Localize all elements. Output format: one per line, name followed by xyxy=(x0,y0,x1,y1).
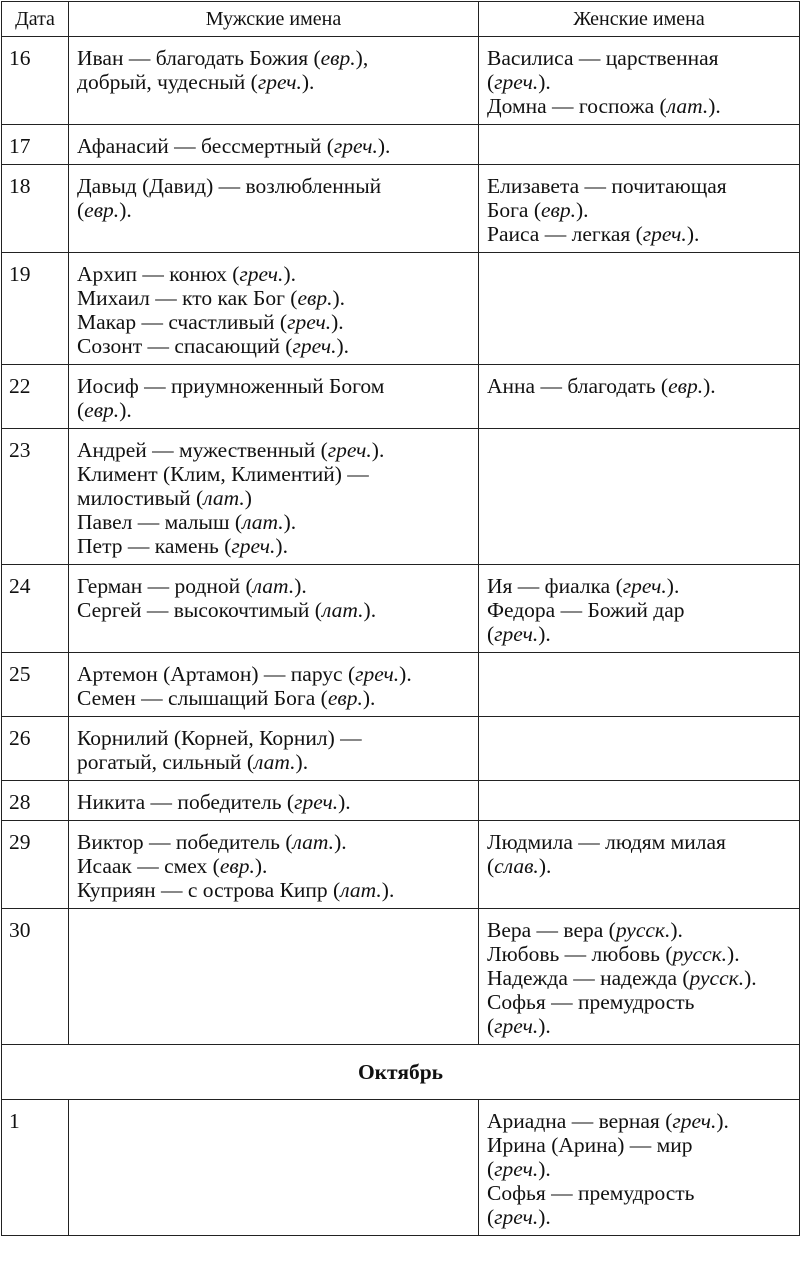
name-entry-text: ). xyxy=(119,198,132,222)
origin-abbreviation: греч. xyxy=(327,438,372,462)
name-entry-line xyxy=(77,262,472,286)
origin-abbreviation: греч. xyxy=(494,1205,539,1229)
name-entry-text: Павел — малыш ( xyxy=(77,510,243,534)
name-entry-text: ). xyxy=(727,942,740,966)
table-row xyxy=(2,165,800,253)
october-rows xyxy=(2,1100,800,1236)
male-names-cell xyxy=(69,565,479,653)
name-entry-text: ( xyxy=(77,198,85,222)
name-entry-text: ). xyxy=(716,1109,729,1133)
name-entry-text: ( xyxy=(487,622,495,646)
name-entry-text: Василиса — царственная xyxy=(487,46,719,70)
name-entry-line xyxy=(77,750,472,774)
origin-abbreviation: лат. xyxy=(292,830,335,854)
table-row xyxy=(2,365,800,429)
origin-abbreviation: русск. xyxy=(672,942,728,966)
table-row xyxy=(2,909,800,1045)
name-entry-text: Сергей — высокочтимый ( xyxy=(77,598,322,622)
name-entry-line xyxy=(77,438,472,462)
male-names-cell xyxy=(69,253,479,365)
name-entry-text: ). xyxy=(283,510,297,534)
name-entry-text: ). xyxy=(686,222,700,246)
female-names-cell xyxy=(479,429,800,565)
name-entry-text: ( xyxy=(77,398,85,422)
name-entry-text: ). xyxy=(119,398,132,422)
name-entry-text: ). xyxy=(703,374,716,398)
name-entry-text: ). xyxy=(538,1157,551,1181)
name-entry-text: ( xyxy=(487,70,495,94)
name-entry-line xyxy=(77,374,472,398)
name-entry-text: ). xyxy=(294,574,307,598)
name-entry-text: ) xyxy=(244,486,252,510)
name-entry-line xyxy=(487,1205,793,1229)
name-entry-text: Любовь — любовь ( xyxy=(487,942,673,966)
name-entry-line xyxy=(77,70,472,94)
name-entry-text: Ариадна — верная ( xyxy=(487,1109,673,1133)
name-entry-line xyxy=(77,830,472,854)
name-entry-line xyxy=(77,662,472,686)
name-entry-text: ). xyxy=(538,1014,551,1038)
name-entry-text: Герман — родной ( xyxy=(77,574,253,598)
name-entry-text: Раиса — легкая ( xyxy=(487,222,643,246)
name-entry-text: Никита — победитель ( xyxy=(77,790,295,814)
name-entry-line xyxy=(487,830,793,854)
origin-abbreviation: русск. xyxy=(689,966,745,990)
female-names-cell xyxy=(479,821,800,909)
name-entry-text: Виктор — победитель ( xyxy=(77,830,293,854)
name-entry-text: Архип — конюх ( xyxy=(77,262,240,286)
name-entry-text: ). xyxy=(283,262,296,286)
name-entry-text: Артемон (Артамон) — парус ( xyxy=(77,662,356,686)
origin-abbreviation: лат. xyxy=(203,486,245,510)
name-entry-line xyxy=(77,510,472,534)
female-names-cell xyxy=(479,653,800,717)
date-cell: 26 xyxy=(2,717,69,781)
name-entry-text: ( xyxy=(487,1205,495,1229)
header-row xyxy=(2,2,800,37)
name-entry-line xyxy=(487,990,793,1014)
origin-abbreviation: лат. xyxy=(321,598,364,622)
female-names-column-header: Женские имена xyxy=(479,2,800,37)
origin-abbreviation: греч. xyxy=(292,334,337,358)
name-entry-text: ( xyxy=(487,854,495,878)
name-entry-line xyxy=(487,622,793,646)
male-names-cell xyxy=(69,429,479,565)
female-names-cell xyxy=(479,253,800,365)
female-names-cell xyxy=(479,565,800,653)
table-row xyxy=(2,37,800,125)
name-entry-text: милостивый ( xyxy=(77,486,204,510)
name-entry-text: ). xyxy=(336,334,350,358)
origin-abbreviation: греч. xyxy=(287,310,332,334)
date-cell: 1 xyxy=(2,1100,69,1236)
origin-abbreviation: лат. xyxy=(242,510,284,534)
name-entry-text: Иосиф — приумноженный Богом xyxy=(77,374,385,398)
male-names-cell xyxy=(69,165,479,253)
female-names-cell xyxy=(479,717,800,781)
name-entry-text: ). xyxy=(371,438,385,462)
name-entry-text: ). xyxy=(670,918,683,942)
name-entry-text: рогатый, сильный ( xyxy=(77,750,254,774)
origin-abbreviation: евр. xyxy=(84,398,120,422)
date-cell: 17 xyxy=(2,125,69,165)
month-row xyxy=(2,1045,800,1100)
name-entry-text: Елизавета — почитающая xyxy=(487,174,727,198)
name-entry-text: Надежда — надежда ( xyxy=(487,966,690,990)
name-entry-line xyxy=(487,1109,793,1133)
origin-abbreviation: русск. xyxy=(615,918,671,942)
origin-abbreviation: евр. xyxy=(320,46,356,70)
name-entry-line xyxy=(77,398,472,422)
name-entry-line xyxy=(487,174,793,198)
origin-abbreviation: греч. xyxy=(494,1014,539,1038)
name-entry-text: Иван — благодать Божия ( xyxy=(77,46,321,70)
origin-abbreviation: греч. xyxy=(333,134,378,158)
name-entry-line xyxy=(487,966,793,990)
name-entry-line xyxy=(77,878,472,902)
origin-abbreviation: евр. xyxy=(84,198,120,222)
male-names-cell xyxy=(69,365,479,429)
september-rows xyxy=(2,37,800,1045)
name-entry-line xyxy=(487,1181,793,1205)
origin-abbreviation: лат. xyxy=(340,878,382,902)
name-entry-text: ), xyxy=(355,46,369,70)
name-entry-text: ). xyxy=(331,310,344,334)
name-entry-text: ). xyxy=(576,198,589,222)
origin-abbreviation: греч. xyxy=(239,262,284,286)
name-entry-line xyxy=(77,574,472,598)
female-names-cell xyxy=(479,781,800,821)
male-names-cell xyxy=(69,717,479,781)
name-entry-text: ). xyxy=(362,686,376,710)
female-names-cell xyxy=(479,125,800,165)
date-column-header: Дата xyxy=(2,2,69,37)
origin-abbreviation: греч. xyxy=(355,662,400,686)
date-cell: 30 xyxy=(2,909,69,1045)
month-section xyxy=(2,1045,800,1100)
name-entry-text: Вера — вера ( xyxy=(487,918,616,942)
name-entry-text: ). xyxy=(301,70,315,94)
name-entry-line xyxy=(487,1157,793,1181)
name-entry-line xyxy=(77,286,472,310)
name-entry-line xyxy=(487,942,793,966)
origin-abbreviation: слав. xyxy=(494,854,539,878)
name-entry-text: Макар — счастливый ( xyxy=(77,310,288,334)
date-cell: 28 xyxy=(2,781,69,821)
month-header: Октябрь xyxy=(2,1045,800,1100)
name-entry-line xyxy=(77,534,472,558)
origin-abbreviation: греч. xyxy=(494,1157,539,1181)
date-cell: 18 xyxy=(2,165,69,253)
name-entry-text: ). xyxy=(332,286,346,310)
origin-abbreviation: греч. xyxy=(494,70,539,94)
name-entry-line xyxy=(77,790,472,814)
name-entry-text: ). xyxy=(363,598,377,622)
name-entry-line xyxy=(487,46,793,70)
name-entry-text: Людмила — людям милая xyxy=(487,830,726,854)
origin-abbreviation: греч. xyxy=(672,1109,717,1133)
name-entry-line xyxy=(487,94,793,118)
name-entry-text: Созонт — спасающий ( xyxy=(77,334,293,358)
name-entry-text: ). xyxy=(295,750,309,774)
origin-abbreviation: греч. xyxy=(494,622,539,646)
name-entry-text: Исаак — смех ( xyxy=(77,854,220,878)
table-row xyxy=(2,253,800,365)
date-cell: 22 xyxy=(2,365,69,429)
name-entry-line xyxy=(487,1133,793,1157)
name-entry-line xyxy=(77,686,472,710)
name-entry-text: Петр — камень ( xyxy=(77,534,232,558)
name-entry-text: ). xyxy=(254,854,268,878)
name-entry-text: Софья — премудрость xyxy=(487,1181,695,1205)
name-entry-text: Андрей — мужественный ( xyxy=(77,438,328,462)
name-entry-line xyxy=(77,198,472,222)
table-row xyxy=(2,653,800,717)
name-entry-line xyxy=(487,854,793,878)
table-row xyxy=(2,781,800,821)
name-entry-line xyxy=(487,374,793,398)
name-entry-text: ). xyxy=(381,878,395,902)
date-cell: 29 xyxy=(2,821,69,909)
name-entry-text: ). xyxy=(334,830,347,854)
origin-abbreviation: евр. xyxy=(297,286,333,310)
names-calendar-table xyxy=(1,1,800,1236)
male-names-cell xyxy=(69,125,479,165)
name-entry-text: ( xyxy=(487,1014,495,1038)
male-names-cell xyxy=(69,821,479,909)
name-entry-line xyxy=(487,198,793,222)
table-row xyxy=(2,429,800,565)
male-names-column-header: Мужские имена xyxy=(69,2,479,37)
name-entry-line xyxy=(487,1014,793,1038)
origin-abbreviation: греч. xyxy=(622,574,667,598)
origin-abbreviation: евр. xyxy=(219,854,255,878)
name-entry-line xyxy=(77,334,472,358)
name-entry-text: Домна — госпожа ( xyxy=(487,94,667,118)
name-entry-line xyxy=(77,462,472,486)
table-row xyxy=(2,717,800,781)
name-entry-line xyxy=(487,574,793,598)
name-entry-text: Софья — премудрость xyxy=(487,990,695,1014)
name-entry-text: ( xyxy=(487,1157,495,1181)
name-entry-text: ). xyxy=(538,622,551,646)
date-cell: 25 xyxy=(2,653,69,717)
name-entry-line xyxy=(487,918,793,942)
name-entry-line xyxy=(77,598,472,622)
table-row xyxy=(2,821,800,909)
name-entry-text: Афанасий — бессмертный ( xyxy=(77,134,334,158)
date-cell: 23 xyxy=(2,429,69,565)
origin-abbreviation: греч. xyxy=(231,534,276,558)
name-entry-line xyxy=(487,598,793,622)
male-names-cell xyxy=(69,37,479,125)
male-names-cell xyxy=(69,781,479,821)
name-entry-text: Климент (Клим, Климентий) — xyxy=(77,462,369,486)
name-entry-line xyxy=(487,70,793,94)
name-entry-line xyxy=(77,854,472,878)
female-names-cell xyxy=(479,37,800,125)
origin-abbreviation: лат. xyxy=(666,94,709,118)
name-entry-text: ). xyxy=(338,790,351,814)
table-row xyxy=(2,1100,800,1236)
name-entry-text: добрый, чудесный ( xyxy=(77,70,258,94)
origin-abbreviation: евр. xyxy=(541,198,577,222)
name-entry-line xyxy=(77,726,472,750)
origin-abbreviation: греч. xyxy=(642,222,687,246)
name-entry-text: Ия — фиалка ( xyxy=(487,574,623,598)
female-names-cell xyxy=(479,1100,800,1236)
date-cell: 19 xyxy=(2,253,69,365)
name-entry-line xyxy=(77,310,472,334)
name-entry-text: Корнилий (Корней, Корнил) — xyxy=(77,726,362,750)
name-entry-text: Анна — благодать ( xyxy=(487,374,669,398)
name-entry-text: ). xyxy=(708,94,721,118)
female-names-cell xyxy=(479,165,800,253)
name-entry-text: ). xyxy=(666,574,680,598)
name-entry-text: ). xyxy=(275,534,288,558)
name-entry-text: ). xyxy=(538,854,552,878)
origin-abbreviation: греч. xyxy=(257,70,302,94)
male-names-cell xyxy=(69,653,479,717)
date-cell: 24 xyxy=(2,565,69,653)
male-names-cell xyxy=(69,909,479,1045)
origin-abbreviation: лат. xyxy=(253,750,296,774)
name-entry-line xyxy=(77,486,472,510)
name-entry-text: Михаил — кто как Бог ( xyxy=(77,286,298,310)
origin-abbreviation: греч. xyxy=(294,790,339,814)
origin-abbreviation: евр. xyxy=(668,374,704,398)
name-entry-text: ). xyxy=(744,966,757,990)
female-names-cell xyxy=(479,909,800,1045)
table-row xyxy=(2,565,800,653)
origin-abbreviation: евр. xyxy=(327,686,363,710)
date-cell: 16 xyxy=(2,37,69,125)
name-entry-text: Бога ( xyxy=(487,198,541,222)
female-names-cell xyxy=(479,365,800,429)
name-entry-text: Ирина (Арина) — мир xyxy=(487,1133,693,1157)
name-entry-line xyxy=(487,222,793,246)
name-entry-line xyxy=(77,46,472,70)
name-entry-text: ). xyxy=(377,134,391,158)
name-entry-text: Куприян — с острова Кипр ( xyxy=(77,878,341,902)
name-entry-text: ). xyxy=(399,662,412,686)
name-entry-text: Федора — Божий дар xyxy=(487,598,685,622)
name-entry-line xyxy=(77,174,472,198)
name-entry-text: ). xyxy=(538,70,551,94)
male-names-cell xyxy=(69,1100,479,1236)
name-entry-line xyxy=(77,134,472,158)
origin-abbreviation: лат. xyxy=(252,574,295,598)
name-entry-text: Давыд (Давид) — возлюбленный xyxy=(77,174,382,198)
table-row xyxy=(2,125,800,165)
name-entry-text: ). xyxy=(538,1205,551,1229)
name-entry-text: Семен — слышащий Бога ( xyxy=(77,686,328,710)
